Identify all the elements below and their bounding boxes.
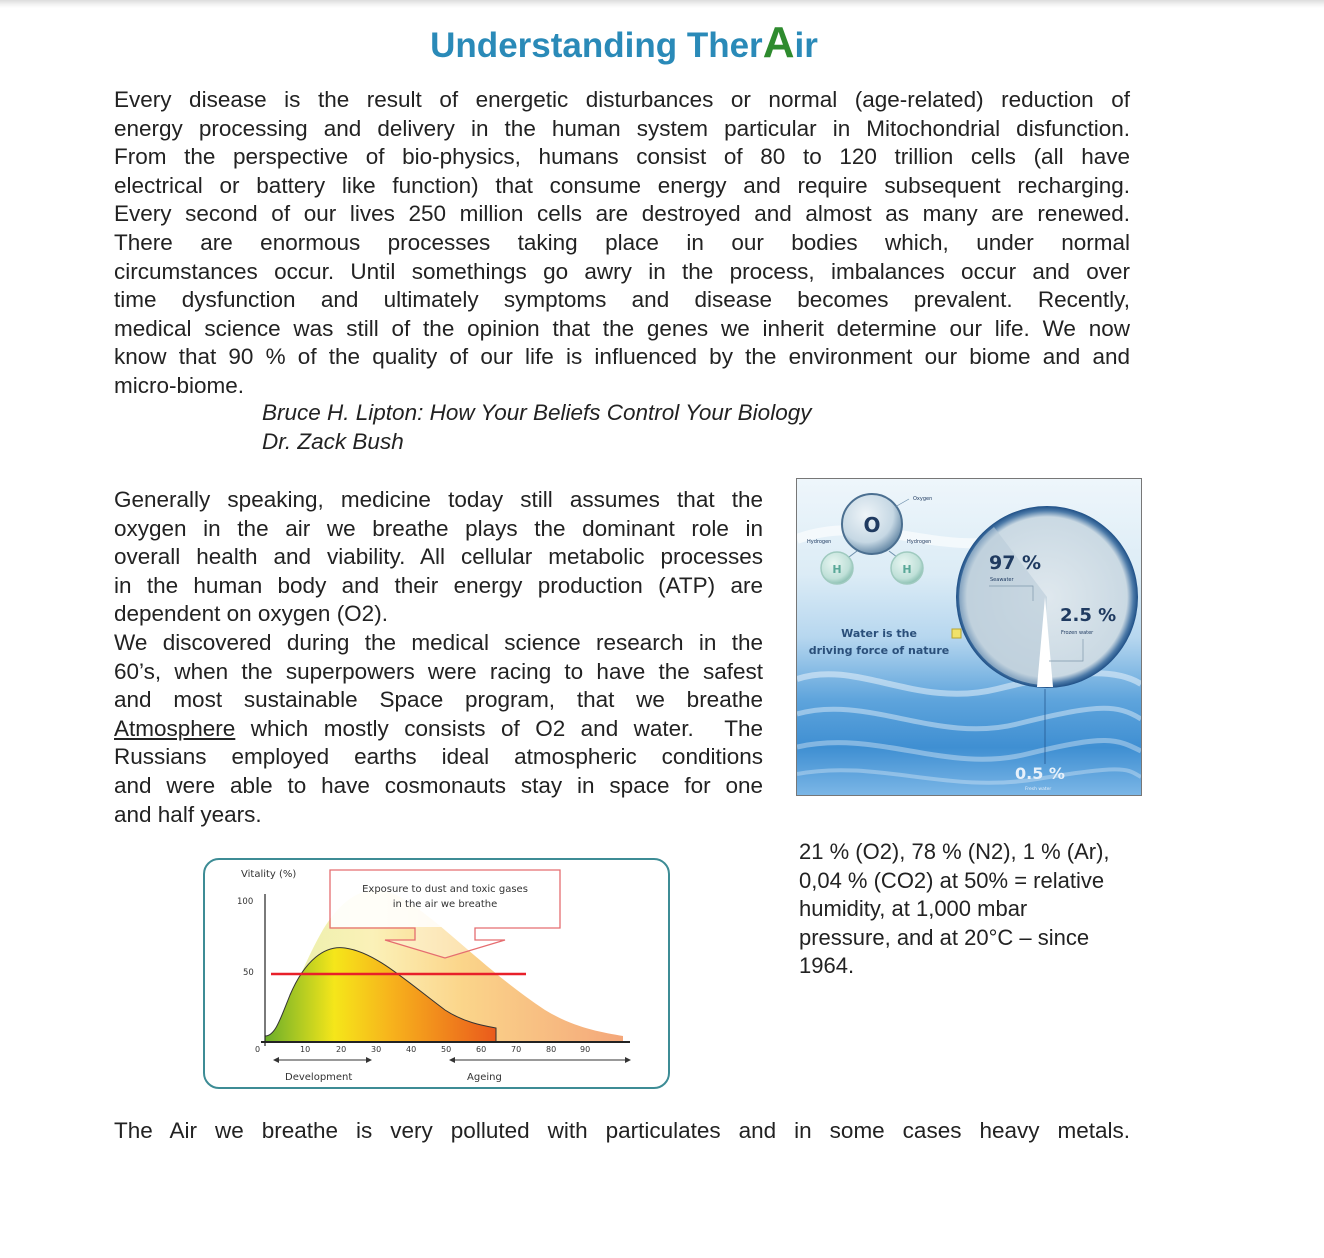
text-line: From the perspective of bio-physics, humans consist of 80 to 120 trillion cells (all have <box>114 144 1130 170</box>
water-caption-line1: Water is the <box>841 627 917 640</box>
text-line: humidity, at 1,000 mbar <box>799 896 1028 922</box>
text-line: Every second of our lives 250 million cells are destroyed and almost as many are renewed. <box>114 201 1130 227</box>
text-line: Every disease is the result of energetic disturbances or normal (age-related) reduction of <box>114 87 1130 112</box>
text-line: and were able to have cosmonauts stay in space for one <box>114 772 763 798</box>
text-line: time dysfunction and ultimately symptoms and disease becomes prevalent. Recently, <box>114 287 1130 313</box>
text-line: Generally speaking, medicine today still assumes that the <box>114 487 763 512</box>
title-main: Understanding Ther <box>430 26 763 65</box>
text-line: and half years. <box>114 801 262 827</box>
x-tick: 0 <box>255 1045 261 1054</box>
text-line: Russians employed earths ideal atmospheric conditions <box>114 744 763 770</box>
text-line: medical science was still of the opinion that the genes we inherit determine our life. We now <box>114 315 1130 341</box>
oxygen-symbol: O <box>863 513 881 537</box>
seawater-value: 97 % <box>989 552 1042 574</box>
y-tick-100: 100 <box>237 897 254 907</box>
x-tick: 50 <box>441 1045 452 1054</box>
atmosphere-link[interactable]: Atmosphere <box>114 715 236 741</box>
x-tick: 10 <box>300 1045 311 1054</box>
text-line: 21 % (O2), 78 % (N2), 1 % (Ar), <box>799 839 1110 864</box>
citation-bush: Dr. Zack Bush <box>262 429 404 454</box>
water-caption-line2: driving force of nature <box>808 644 950 657</box>
text-line: micro-biome. <box>114 372 245 398</box>
text-line: energy processing and delivery in the human system particular in Mitochondrial disfunction. <box>114 115 1130 141</box>
text-line: overall health and viability. All cellular metabolic processes <box>114 544 763 570</box>
water-illustration <box>797 479 1141 795</box>
text-line: know that 90 % of the quality of our life is influenced by the environment our biome and and <box>114 344 1130 370</box>
text-line: The Air we breathe is very polluted with particulates and in some cases heavy metals. <box>114 1118 1130 1143</box>
y-axis-label: Vitality (%) <box>241 869 297 880</box>
text-line: electrical or battery like function) that consume energy and require subsequent recharging. <box>114 172 1130 198</box>
title-accent-letter: A <box>762 18 795 67</box>
intro-paragraph <box>114 86 1130 401</box>
text-line <box>114 715 763 744</box>
atmosphere-spec-paragraph <box>799 838 1159 981</box>
oxygen-label: Oxygen <box>913 496 933 502</box>
fresh-water-label: Fresh water <box>1025 787 1052 792</box>
frozen-water-label: Frozen water <box>1061 630 1094 636</box>
text-line: dependent on oxygen (O2). <box>114 601 388 627</box>
text-line: We discovered during the medical science research in the <box>114 629 763 655</box>
hydrogen-label: Hydrogen <box>907 539 932 545</box>
x-tick: 60 <box>476 1045 487 1054</box>
water-figure <box>796 478 1142 796</box>
callout-text-line1: Exposure to dust and toxic gases <box>362 884 528 895</box>
development-label: Development <box>285 1072 353 1083</box>
x-tick: 80 <box>546 1045 557 1054</box>
y-tick-50: 50 <box>243 968 254 978</box>
x-tick: 20 <box>336 1045 347 1054</box>
seawater-label: Seawater <box>990 577 1014 583</box>
frozen-water-value: 2.5 % <box>1060 605 1117 626</box>
text-line: 60’s, when the superpowers were racing to have the safest <box>114 658 763 684</box>
hydrogen-label: Hydrogen <box>807 539 832 545</box>
x-tick: 70 <box>511 1045 522 1054</box>
text-line: 1964. <box>799 953 855 979</box>
vitality-chart <box>203 858 670 1089</box>
title-tail: ir <box>794 26 818 65</box>
fresh-water-value: 0.5 % <box>1015 764 1065 783</box>
x-tick: 40 <box>406 1045 417 1054</box>
ageing-label: Ageing <box>467 1072 502 1083</box>
vitality-chart-svg <box>205 860 668 1087</box>
text-line: oxygen in the air we breathe plays the dominant role in <box>114 515 763 541</box>
text-line: 0,04 % (CO2) at 50% = relative <box>799 867 1105 893</box>
text-line: There are enormous processes taking place in our bodies which, under normal <box>114 229 1130 255</box>
hydrogen-symbol: H <box>902 563 912 576</box>
text-line: and most sustainable Space program, that we breathe <box>114 687 763 713</box>
page-title <box>0 18 1248 68</box>
text-line: pressure, and at 20°C – since <box>799 924 1090 950</box>
oxygen-paragraph <box>114 486 763 829</box>
x-tick: 30 <box>371 1045 382 1054</box>
citation-lipton: Bruce H. Lipton: How Your Beliefs Control Your Biology <box>262 400 812 425</box>
callout-text-line2: in the air we breathe <box>392 899 498 910</box>
text-line: circumstances occur. Until somethings go awry in the process, imbalances occur and over <box>114 258 1130 284</box>
text-fragment: which mostly consists of O2 and water. The <box>235 715 763 741</box>
pollution-paragraph <box>114 1117 1130 1146</box>
x-tick: 90 <box>580 1045 591 1054</box>
viewer-top-edge <box>0 0 1324 8</box>
text-line: in the human body and their energy production (ATP) are <box>114 572 763 598</box>
hydrogen-symbol: H <box>832 563 842 576</box>
